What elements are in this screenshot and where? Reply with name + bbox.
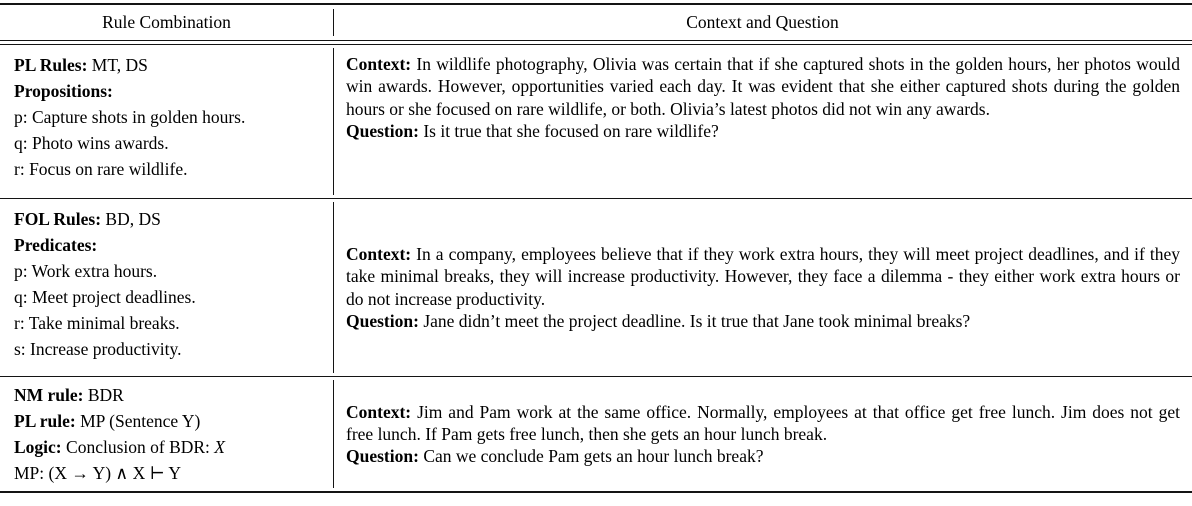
rule-line: p: Work extra hours. (14, 261, 158, 281)
table-row-pl-rules (0, 45, 1192, 199)
header-rule-combination: Rule Combination (102, 12, 231, 32)
question-paragraph: Question: Jane didn’t meet the project deadline. Is it true that Jane took minimal breaks? (346, 310, 971, 331)
rule-line: p: Capture shots in golden hours. (14, 107, 246, 127)
question-paragraph: Question: Can we conclude Pam gets an hour lunch break? (346, 446, 764, 467)
context-question-cell (333, 377, 1192, 491)
context-paragraph: Context: Jim and Pam work at the same office. Normally, employees at that office get free lunch. Jim does not get free lunch. If Pam gets free lunch, then she gets an hour lunch break. (346, 401, 1180, 444)
rule-line: s: Increase productivity. (14, 339, 182, 359)
rule-line: q: Meet project deadlines. (14, 287, 196, 307)
rule-line: Propositions: (14, 81, 113, 101)
table-bottom-rule (0, 491, 1192, 493)
rule-line: FOL Rules: BD, DS (14, 209, 161, 229)
rule-line: MP: (X → Y) ∧ X ⊢ Y (14, 463, 182, 483)
rule-line: NM rule: BDR (14, 385, 124, 405)
rule-line: r: Take minimal breaks. (14, 313, 180, 333)
rule-line: r: Focus on rare wildlife. (14, 159, 188, 179)
context-question-cell (333, 45, 1192, 198)
header-context-question: Context and Question (333, 5, 1192, 40)
rule-combination-cell (0, 377, 333, 491)
context-paragraph: Context: In a company, employees believe that if they work extra hours, they will meet project deadlines, and if they take minimal breaks, they will increase productivity. However, they face a dilemma - they either work extra hours or do not increase productivity. (346, 243, 1180, 309)
rule-combination-cell (0, 199, 333, 376)
rule-combination-cell (0, 45, 333, 198)
table-row-nm-rule (0, 377, 1192, 491)
rule-line: q: Photo wins awards. (14, 133, 169, 153)
context-question-cell (333, 199, 1192, 376)
table-row-fol-rules (0, 199, 1192, 377)
rule-line: PL rule: MP (Sentence Y) (14, 411, 201, 431)
rule-combination-table (0, 3, 1192, 493)
question-paragraph: Question: Is it true that she focused on rare wildlife? (346, 120, 719, 141)
rule-line: Predicates: (14, 235, 98, 255)
rule-line: PL Rules: MT, DS (14, 55, 148, 75)
context-paragraph: Context: In wildlife photography, Olivia was certain that if she captured shots in the golden hours, her photos would win awards. However, opportunities varied each day. It was evident that she either captured shots during the golden hours or she focused on rare wildlife, or both. Olivia’s latest photos did not win any awards. (346, 54, 1180, 119)
rule-line: Logic: Conclusion of BDR: X (14, 437, 225, 457)
table-header-row (0, 5, 1192, 40)
